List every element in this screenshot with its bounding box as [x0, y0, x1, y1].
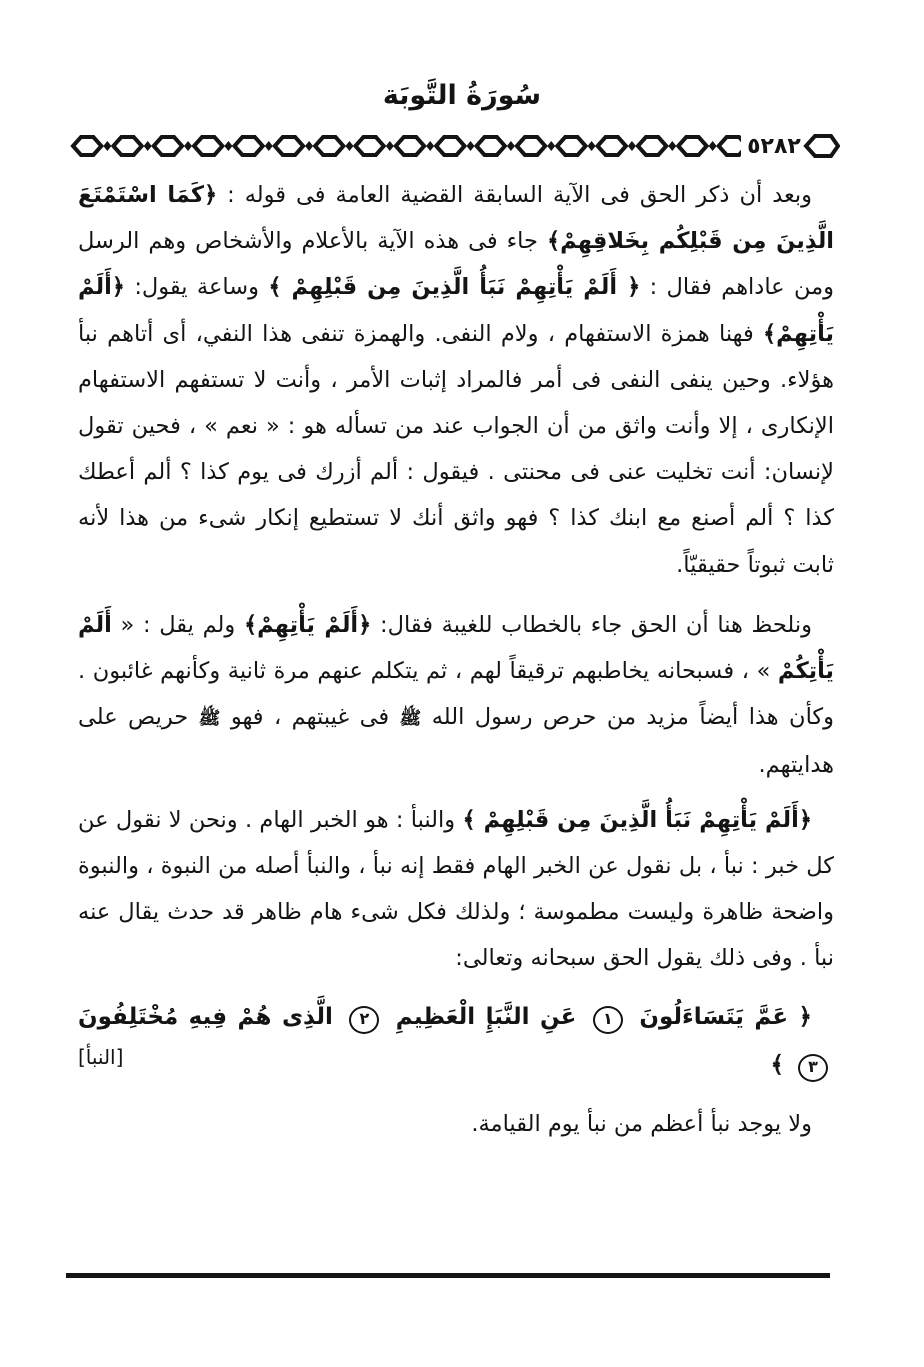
chain-diamond — [507, 141, 515, 151]
chain-end-icon — [803, 130, 840, 162]
chain-link — [436, 137, 464, 155]
chain-diamond — [184, 141, 192, 151]
chain-link — [113, 137, 141, 155]
text-run: جاء فى هذه الآية بالأعلام والأشخاص وهم الرسل ومن عاداهم فقال : — [78, 228, 835, 301]
chain-diamond — [628, 141, 636, 151]
paragraph — [78, 172, 834, 588]
text-run: » ، فسبحانه يخاطبهم ترقيقاً لهم ، ثم يتكلم عنهم مرة ثانية وكأنهم غائبون . وكأن هذا أيضاً مزيد من حرص رسول الله — [78, 658, 834, 731]
closing-sentence: ولا يوجد نبأ أعظم من نبأ يوم القيامة. — [471, 1111, 812, 1138]
text-run: وساعة يقول: — [125, 274, 269, 301]
ayah-number-marker: ١ — [593, 1006, 623, 1034]
chain-diamond — [709, 141, 717, 151]
paragraph — [78, 602, 834, 789]
text-run: فى غيبتهم ، فهو — [220, 704, 400, 731]
text-run: والنبأ : هو الخبر الهام . ونحن لا نقول عن كل خبر : نبأ ، بل نقول عن الخبر الهام فقط إنه نبأ ، والنبأ أصله من النبوة ، والنبوة واضحة ظاهرة وليست مطموسة ؛ ولذلك فكل شىء هام ظاهر قد حدث يقال عنه نبأ . وفى ذلك يقول الحق سبحانه وتعالى: — [78, 806, 834, 972]
footer-rule — [66, 1273, 830, 1278]
text-run: وبعد أن ذكر الحق فى الآية السابقة القضية العامة فى قوله : — [217, 182, 813, 208]
chain-diamond — [305, 141, 313, 151]
quran-quote: ﴿كَمَا اسْتَمْتَعَ الَّذِينَ مِن قَبْلِكُم بِخَلاقِهِمْ﴾ — [78, 182, 834, 255]
chain-link — [355, 137, 383, 155]
verse-text-1: عَمَّ يَتَسَاءَلُونَ — [639, 1004, 789, 1031]
chain-link — [517, 137, 545, 155]
text-run: ونلحظ هنا أن الحق جاء بالخطاب للغيبة فقال: — [371, 611, 812, 638]
chain-diamond — [668, 141, 676, 151]
text-run: حريص على هدايتهم. — [78, 704, 834, 779]
chain-link — [598, 137, 626, 155]
chain-diamond — [103, 141, 111, 151]
text-run: فهنا همزة الاستفهام ، ولام النفى. والهمزة تنفى هذا النفي، أى أتاهم نبأ هؤلاء. وحين ينفى النفى فى أمر فالمراد إثبات الأمر ، وأنت لا تستفهم الاستفهام الإنكارى ، إلا وأنت واثق من أن الجواب عند من تسأله هو : « نعم » ، فحين تقول لإنسان: أنت تخليت عنى فى محنتى . فيقول : ألم أزرك فى يوم كذا ؟ ألم أعطك كذا ؟ ألم أصنع مع ابنك كذا ؟ فهو واثق أنك لا تستطيع إنكار شىء من هذا لأنه ثابت ثبوتاً حقيقيّاً. — [78, 320, 834, 578]
chain-diamond — [386, 141, 394, 151]
chain-diamond — [224, 141, 232, 151]
chain-diamond — [265, 141, 273, 151]
chain-link — [638, 137, 666, 155]
chain-ornament-icon — [70, 130, 741, 162]
sura-title: سُورَةُ التَّوبَة — [382, 80, 542, 111]
chain-diamond — [426, 141, 434, 151]
text-run: ولم يقل : « — [111, 611, 244, 638]
verse-text-2: عَنِ النَّبَإِ الْعَظِيمِ — [395, 1004, 577, 1031]
ayah-number-marker: ٣ — [798, 1054, 828, 1082]
paragraph — [78, 797, 834, 982]
chain-link — [194, 137, 222, 155]
honorific-glyph: ﷺ — [399, 708, 422, 730]
quran-quote: ﴿أَلَمْ يَأْتِهِمْ﴾ — [243, 611, 372, 638]
quran-verse-block — [78, 993, 834, 1089]
quran-quote: ﴿ أَلَمْ يَأْتِهِمْ نَبَأُ الَّذِينَ مِن قَبْلِهِمْ ﴾ — [268, 274, 641, 301]
chain-link — [315, 137, 343, 155]
page-number: ٥٢٨٢ — [747, 133, 801, 159]
chain-link — [477, 137, 505, 155]
quran-quote: أَلَمْ يَأْتِكُمْ — [78, 611, 834, 685]
chain-diamond — [467, 141, 475, 151]
chain-link — [396, 137, 424, 155]
header-ornament-row — [70, 130, 840, 162]
quran-quote: ﴿أَلَمْ يَأْتِهِمْ نَبَأُ الَّذِينَ مِن قَبْلِهِمْ ﴾ — [462, 806, 813, 833]
verse-close-bracket: ﴾ — [770, 1052, 792, 1079]
chain-link — [557, 137, 585, 155]
chain-link — [154, 137, 182, 155]
chain-link — [275, 137, 303, 155]
verse-text-3: الَّذِى هُمْ فِيهِ مُخْتَلِفُونَ — [78, 1004, 333, 1031]
chain-link — [719, 137, 741, 155]
chain-diamond — [547, 141, 555, 151]
chain-link — [73, 137, 101, 155]
chain-diamond — [144, 141, 152, 151]
chain-link — [234, 137, 262, 155]
honorific-glyph: ﷺ — [198, 708, 221, 730]
chain-link — [678, 137, 706, 155]
chain-diamond — [345, 141, 353, 151]
surah-reference: [النبأ] — [78, 1045, 124, 1070]
body-text — [78, 172, 834, 1170]
ayah-number-marker: ٢ — [349, 1006, 379, 1034]
quran-quote: ﴿أَلَمْ يَأْتِهِمْ﴾ — [78, 274, 834, 347]
chain-diamond — [588, 141, 596, 151]
verse-open-bracket: ﴿ — [788, 1004, 812, 1031]
